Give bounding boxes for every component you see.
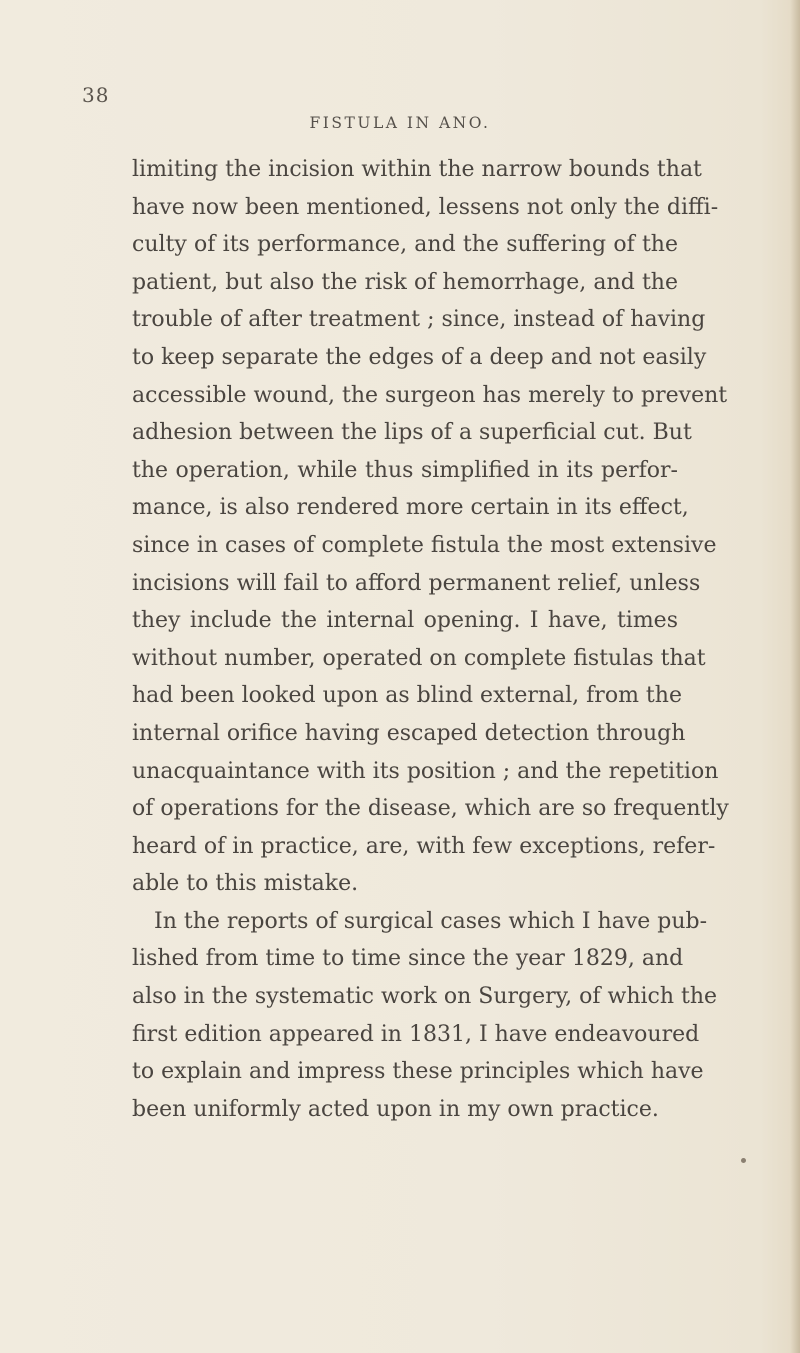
text-line: adhesion between the lips of a superficial cut. But	[132, 420, 692, 446]
text-line: patient, but also the risk of hemorrhage, and the	[132, 269, 678, 295]
text-line: without number, operated on complete fistulas that	[132, 645, 706, 671]
text-line: they include the internal opening. I have, times	[132, 608, 678, 634]
text-line: limiting the incision within the narrow bounds that	[132, 157, 702, 182]
text-line: have now been mentioned, lessens not only the diffi-	[132, 194, 719, 220]
ink-speck	[741, 1158, 746, 1163]
text-line: able to this mistake.	[132, 871, 359, 897]
text-line: unacquaintance with its position ; and the repetition	[132, 758, 719, 784]
body-text	[132, 151, 729, 1128]
text-line: the operation, while thus simplified in its perfor-	[132, 457, 678, 483]
text-line: In the reports of surgical cases which I have pub-	[154, 908, 708, 934]
text-line: culty of its performance, and the suffering of the	[132, 232, 678, 258]
text-line: mance, is also rendered more certain in its effect,	[132, 495, 689, 521]
text-line: since in cases of complete fistula the most extensive	[132, 532, 717, 558]
paragraph-1	[132, 151, 729, 903]
running-head: FISTULA IN ANO.	[309, 114, 491, 132]
paragraph-2	[132, 903, 718, 1129]
text-line: internal orifice having escaped detection through	[132, 720, 686, 746]
text-line: to explain and impress these principles which have	[132, 1059, 704, 1085]
page-edge-shadow	[790, 0, 800, 1353]
page-number: 38	[82, 83, 110, 107]
text-line: lished from time to time since the year 1829, and	[132, 946, 684, 972]
text-line: to keep separate the edges of a deep and not easily	[132, 344, 707, 370]
text-line: had been looked upon as blind external, from the	[132, 683, 682, 709]
text-line: been uniformly acted upon in my own practice.	[132, 1096, 659, 1122]
text-line: of operations for the disease, which are so frequently	[132, 796, 729, 822]
text-line: incisions will fail to afford permanent relief, unless	[132, 570, 701, 596]
text-line: heard of in practice, are, with few exceptions, refer-	[132, 833, 716, 859]
text-line: also in the systematic work on Surgery, of which the	[132, 984, 718, 1010]
text-line: first edition appeared in 1831, I have endeavoured	[132, 1021, 700, 1047]
text-line: trouble of after treatment ; since, instead of having	[132, 307, 706, 333]
text-line: accessible wound, the surgeon has merely to prevent	[132, 382, 728, 408]
